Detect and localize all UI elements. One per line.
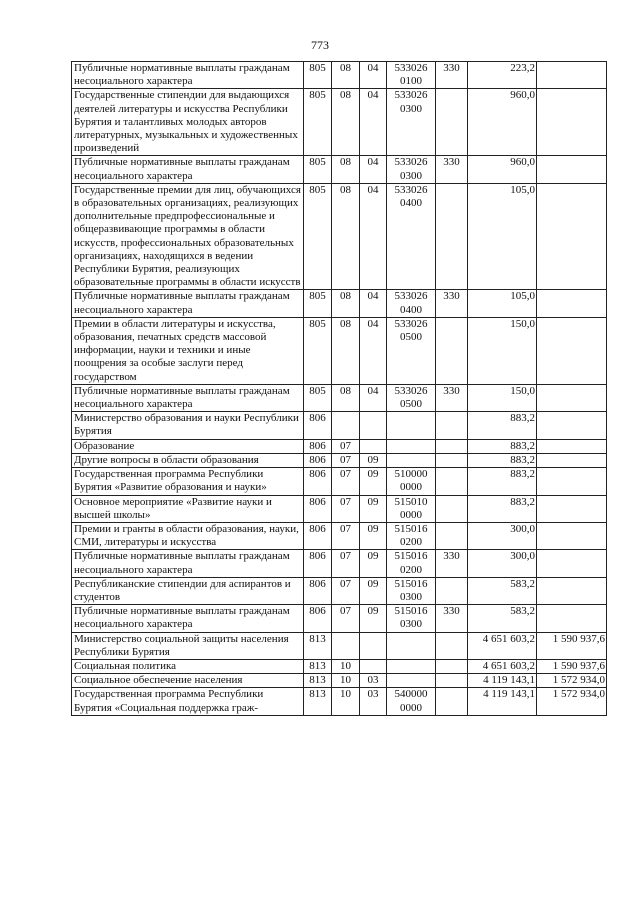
amount-secondary-cell: 1 572 934,0 [537,688,607,715]
amount-secondary-cell [537,290,607,317]
table-row [72,156,607,183]
section-code-cell: 10 [332,659,360,673]
amount-cell: 583,2 [468,577,537,604]
row-name-cell: Государственная программа Республики Бурятия «Социальная поддержка граж- [72,688,304,715]
row-name-cell: Другие вопросы в области образования [72,453,304,467]
section-code-cell: 08 [332,62,360,89]
table-row [72,453,607,467]
subsection-code-cell [360,632,387,659]
row-name-cell: Публичные нормативные выплаты гражданам несоциального характера [72,156,304,183]
subsection-code-cell: 04 [360,89,387,156]
amount-cell: 883,2 [468,495,537,522]
row-name-cell: Публичные нормативные выплаты гражданам несоциального характера [72,62,304,89]
target-code-cell: 533026 0400 [387,290,436,317]
section-code-cell: 08 [332,317,360,384]
section-code-cell: 07 [332,495,360,522]
target-code-cell: 533026 0500 [387,384,436,411]
target-code-cell: 515016 0200 [387,550,436,577]
subsection-code-cell [360,412,387,439]
amount-cell: 960,0 [468,156,537,183]
amount-secondary-cell [537,522,607,549]
subsection-code-cell [360,439,387,453]
expense-type-cell [436,89,468,156]
ministry-code-cell: 805 [304,183,332,290]
target-code-cell [387,674,436,688]
ministry-code-cell: 806 [304,468,332,495]
amount-cell: 4 119 143,1 [468,674,537,688]
subsection-code-cell: 09 [360,468,387,495]
section-code-cell [332,632,360,659]
row-name-cell: Публичные нормативные выплаты гражданам несоциального характера [72,550,304,577]
table-row [72,550,607,577]
expense-type-cell [436,439,468,453]
amount-cell: 300,0 [468,522,537,549]
amount-secondary-cell [537,89,607,156]
amount-cell: 105,0 [468,183,537,290]
expense-type-cell [436,674,468,688]
section-code-cell: 07 [332,577,360,604]
amount-secondary-cell [537,468,607,495]
table-row [72,674,607,688]
row-name-cell: Премии и гранты в области образования, науки, СМИ, литературы и искусства [72,522,304,549]
subsection-code-cell: 03 [360,688,387,715]
table-row [72,577,607,604]
amount-cell: 583,2 [468,605,537,632]
table-row [72,62,607,89]
target-code-cell: 533026 0100 [387,62,436,89]
expense-type-cell [436,183,468,290]
subsection-code-cell [360,659,387,673]
ministry-code-cell: 813 [304,632,332,659]
subsection-code-cell: 03 [360,674,387,688]
row-name-cell: Основное мероприятие «Развитие науки и высшей школы» [72,495,304,522]
row-name-cell: Социальная политика [72,659,304,673]
amount-cell: 150,0 [468,317,537,384]
section-code-cell: 07 [332,439,360,453]
table-row [72,384,607,411]
section-code-cell: 08 [332,156,360,183]
subsection-code-cell: 04 [360,317,387,384]
page-number: 773 [311,38,329,52]
table-row [72,495,607,522]
target-code-cell: 533026 0300 [387,156,436,183]
ministry-code-cell: 805 [304,290,332,317]
table-row [72,605,607,632]
row-name-cell: Республиканские стипендии для аспирантов и студентов [72,577,304,604]
section-code-cell: 10 [332,688,360,715]
section-code-cell [332,412,360,439]
ministry-code-cell: 806 [304,522,332,549]
amount-secondary-cell: 1 590 937,6 [537,659,607,673]
target-code-cell: 515010 0000 [387,495,436,522]
row-name-cell: Министерство образования и науки Республики Бурятия [72,412,304,439]
ministry-code-cell: 806 [304,412,332,439]
table-row [72,659,607,673]
expense-type-cell [436,317,468,384]
ministry-code-cell: 813 [304,688,332,715]
target-code-cell: 533026 0400 [387,183,436,290]
budget-table [71,61,607,716]
table-row [72,632,607,659]
table-row [72,688,607,715]
ministry-code-cell: 806 [304,439,332,453]
amount-secondary-cell [537,453,607,467]
ministry-code-cell: 806 [304,605,332,632]
table-row [72,89,607,156]
row-name-cell: Государственные стипендии для выдающихся деятелей литературы и искусства Республики Бурятия и талантливых молодых авторов литературных, музыкальных и художественных произведений [72,89,304,156]
expense-type-cell [436,453,468,467]
amount-cell: 300,0 [468,550,537,577]
table-row [72,439,607,453]
amount-secondary-cell: 1 572 934,0 [537,674,607,688]
ministry-code-cell: 805 [304,156,332,183]
amount-cell: 883,2 [468,453,537,467]
amount-cell: 223,2 [468,62,537,89]
expense-type-cell: 330 [436,62,468,89]
ministry-code-cell: 805 [304,384,332,411]
expense-type-cell [436,659,468,673]
section-code-cell: 07 [332,453,360,467]
section-code-cell: 07 [332,522,360,549]
ministry-code-cell: 805 [304,317,332,384]
expense-type-cell: 330 [436,156,468,183]
subsection-code-cell: 09 [360,495,387,522]
amount-secondary-cell [537,495,607,522]
row-name-cell: Министерство социальной защиты населения Республики Бурятия [72,632,304,659]
ministry-code-cell: 805 [304,62,332,89]
target-code-cell: 533026 0300 [387,89,436,156]
target-code-cell: 515016 0200 [387,522,436,549]
amount-cell: 883,2 [468,439,537,453]
section-code-cell: 10 [332,674,360,688]
subsection-code-cell: 09 [360,522,387,549]
amount-cell: 4 651 603,2 [468,659,537,673]
amount-cell: 960,0 [468,89,537,156]
expense-type-cell [436,495,468,522]
section-code-cell: 07 [332,605,360,632]
amount-secondary-cell [537,183,607,290]
amount-secondary-cell [537,62,607,89]
table-row [72,290,607,317]
section-code-cell: 08 [332,183,360,290]
expense-type-cell [436,468,468,495]
section-code-cell: 07 [332,468,360,495]
row-name-cell: Государственные премии для лиц, обучающихся в образовательных организациях, реализующих дополнительные предпрофессиональные и общеразвивающие программы в области искусств, профессиональных образовательных организациях, находящихся в ведении Республики Бурятия, реализующих образовательные программы в области искусств [72,183,304,290]
target-code-cell: 540000 0000 [387,688,436,715]
subsection-code-cell: 09 [360,605,387,632]
target-code-cell [387,632,436,659]
ministry-code-cell: 813 [304,659,332,673]
row-name-cell: Государственная программа Республики Бурятия «Развитие образования и науки» [72,468,304,495]
amount-cell: 4 119 143,1 [468,688,537,715]
target-code-cell: 515016 0300 [387,605,436,632]
amount-secondary-cell: 1 590 937,6 [537,632,607,659]
expense-type-cell [436,577,468,604]
expense-type-cell [436,522,468,549]
target-code-cell: 510000 0000 [387,468,436,495]
section-code-cell: 08 [332,290,360,317]
amount-cell: 883,2 [468,412,537,439]
row-name-cell: Публичные нормативные выплаты гражданам несоциального характера [72,605,304,632]
table-row [72,183,607,290]
ministry-code-cell: 813 [304,674,332,688]
subsection-code-cell: 09 [360,453,387,467]
target-code-cell [387,453,436,467]
target-code-cell [387,412,436,439]
table-row [72,468,607,495]
table-row [72,317,607,384]
ministry-code-cell: 806 [304,495,332,522]
target-code-cell: 515016 0300 [387,577,436,604]
table-row [72,522,607,549]
expense-type-cell: 330 [436,605,468,632]
target-code-cell: 533026 0500 [387,317,436,384]
expense-type-cell: 330 [436,290,468,317]
subsection-code-cell: 09 [360,577,387,604]
expense-type-cell: 330 [436,550,468,577]
subsection-code-cell: 04 [360,183,387,290]
amount-cell: 150,0 [468,384,537,411]
row-name-cell: Образование [72,439,304,453]
amount-secondary-cell [537,577,607,604]
expense-type-cell [436,632,468,659]
section-code-cell: 07 [332,550,360,577]
subsection-code-cell: 04 [360,384,387,411]
amount-cell: 883,2 [468,468,537,495]
row-name-cell: Публичные нормативные выплаты гражданам несоциального характера [72,384,304,411]
amount-secondary-cell [537,412,607,439]
ministry-code-cell: 806 [304,453,332,467]
row-name-cell: Премии в области литературы и искусства, образования, печатных средств массовой информации, науки и техники и иные поощрения за особые заслуги перед государством [72,317,304,384]
section-code-cell: 08 [332,384,360,411]
subsection-code-cell: 04 [360,290,387,317]
subsection-code-cell: 09 [360,550,387,577]
expense-type-cell: 330 [436,384,468,411]
table-row [72,412,607,439]
amount-secondary-cell [537,605,607,632]
ministry-code-cell: 806 [304,577,332,604]
amount-secondary-cell [537,550,607,577]
target-code-cell [387,439,436,453]
table-body [72,62,607,716]
ministry-code-cell: 806 [304,550,332,577]
subsection-code-cell: 04 [360,62,387,89]
amount-secondary-cell [537,317,607,384]
amount-cell: 105,0 [468,290,537,317]
expense-type-cell [436,688,468,715]
amount-secondary-cell [537,384,607,411]
amount-secondary-cell [537,156,607,183]
target-code-cell [387,659,436,673]
expense-type-cell [436,412,468,439]
section-code-cell: 08 [332,89,360,156]
subsection-code-cell: 04 [360,156,387,183]
ministry-code-cell: 805 [304,89,332,156]
row-name-cell: Публичные нормативные выплаты гражданам несоциального характера [72,290,304,317]
amount-cell: 4 651 603,2 [468,632,537,659]
amount-secondary-cell [537,439,607,453]
row-name-cell: Социальное обеспечение населения [72,674,304,688]
